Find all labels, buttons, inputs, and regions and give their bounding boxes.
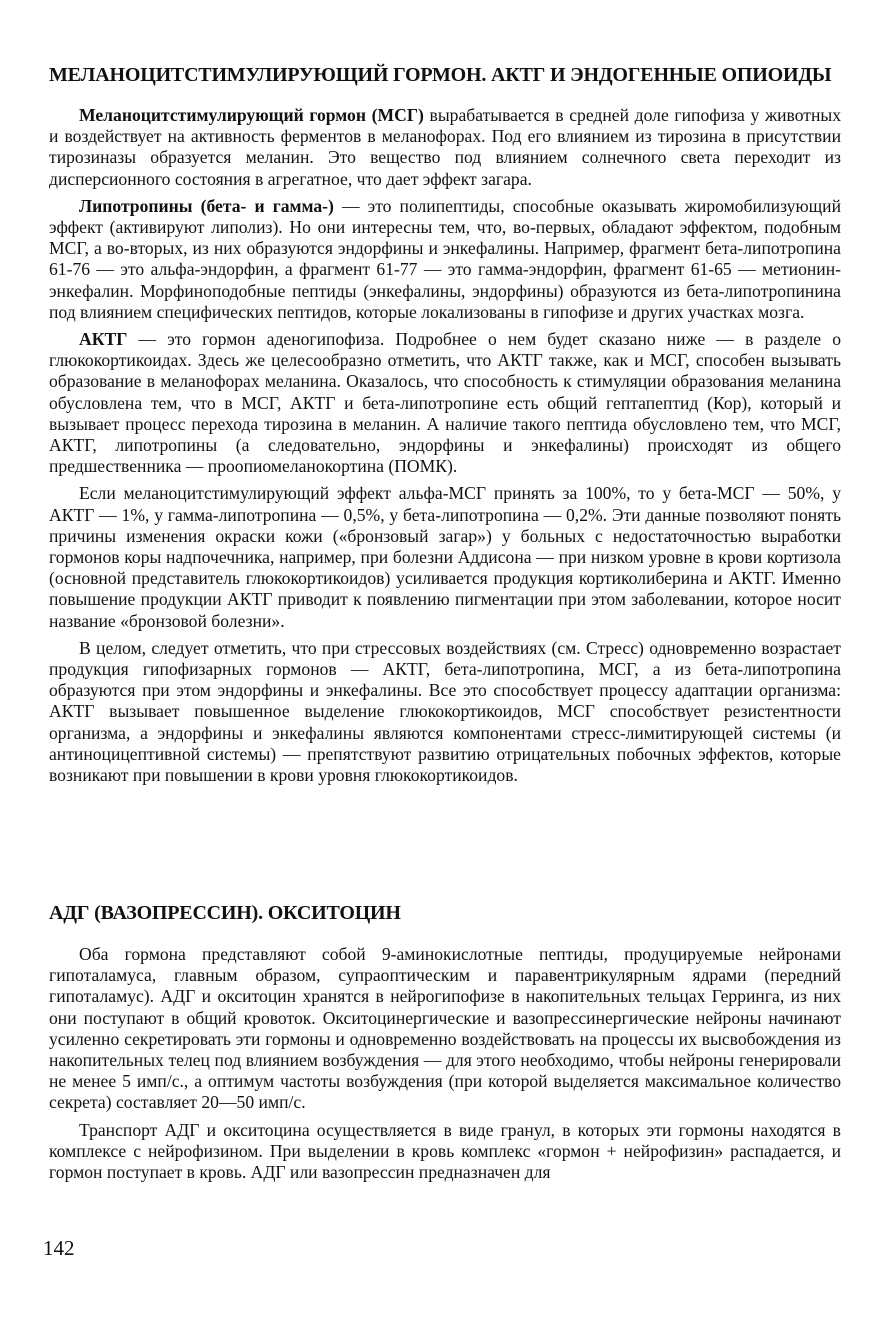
paragraph bbox=[49, 944, 841, 1114]
paragraph bbox=[49, 638, 841, 786]
paragraph-lead: Меланоцитстимулирующий гормон (МСГ) bbox=[79, 105, 424, 125]
paragraph-lead: Липотропины (бета- и гамма-) bbox=[79, 195, 334, 216]
section-heading-adh: АДГ (ВАЗОПРЕССИН). ОКСИТОЦИН bbox=[49, 902, 401, 924]
paragraph-lead: АКТГ bbox=[79, 329, 128, 350]
section-heading-msh: МЕЛАНОЦИТСТИМУЛИРУЮЩИЙ ГОРМОН. АКТГ И ЭНДОГЕННЫЕ ОПИОИДЫ bbox=[49, 64, 832, 86]
section-body-msh bbox=[49, 105, 841, 792]
paragraph-text: — это гормон аденогипофиза. Подробнее о нем будет сказано ниже — в разделе о глюкокортикоидах. Здесь же целесообразно отметить, что АКТГ также, как и МСГ, способен вызывать образование в меланофорах меланина. Оказалось, что способность к стимуляции образования меланина обусловлена тем, что в МСГ, АКТГ и бета-липотропине есть общий гептапептид (Кор), который и вызывает процесс перехода тирозина в меланин. А наличие такого пептида обусловлено тем, что МСГ, АКТГ, липотропины (а следовательно, эндорфины и энкефалины) происходят из общего предшественника — проопиомеланокортина (ПОМК). bbox=[49, 329, 841, 477]
paragraph-text: Транспорт АДГ и окситоцина осуществляется в виде гранул, в которых эти гормоны находятся в комплексе с нейрофизином. При выделении в кровь комплекс «гормон + нейрофизин» распадается, и гормон поступает в кровь. АДГ или вазопрессин предназначен для bbox=[49, 1119, 841, 1183]
page-number: 142 bbox=[43, 1236, 75, 1260]
paragraph-text: В целом, следует отметить, что при стрессовых воздействиях (см. Стресс) одновременно возрастает продукция гипофизарных гормонов — АКТГ, бета-липотропина, МСГ, а из бета-липотропина образуются при этом эндорфины и энкефалины. Все это способствует процессу адаптации организма: АКТГ вызывает повышенное выделение глюкокортикоидов, МСГ способствует резистентности организма, а эндорфины и энкефалины являются компонентами стресс-лимитирующей системы (и антиноцицептивной системы) — препятствуют развитию отрицательных побочных эффектов, которые возникают при повышении в крови уровня глюкокортикоидов. bbox=[49, 637, 841, 786]
paragraph-text: вырабатывается в средней доле гипофиза у животных и воздействует на активность ферментов в меланофорах. Под его влиянием из тирозина в присутствии тирозиназы образуется меланин. Это вещество под влиянием солнечного света переходит из дисперсионного состояния в агрегатное, что дает эффект загара. bbox=[49, 105, 841, 189]
paragraph bbox=[49, 329, 841, 477]
paragraph bbox=[49, 483, 841, 631]
paragraph bbox=[49, 105, 841, 190]
section-body-adh bbox=[49, 944, 841, 1189]
paragraph-text: — это полипептиды, способные оказывать жиромобилизующий эффект (активируют липолиз). Но они интересны тем, что, во-первых, обладают эффектом, подобным МСГ, а во-вторых, из них образуются эндорфины и энкефалины. Например, фрагмент бета-липотропина 61-76 — это альфа-эндорфин, а фрагмент 61-77 — это гамма-эндорфин, фрагмент 61-65 — метионин-энкефалин. Морфиноподобные пептиды (энкефалины, эндорфины) образуются из бета-липотропинина под влиянием специфических пептидов, которые локализованы в гипофизе и других участках мозга. bbox=[49, 195, 841, 322]
paragraph-text: Оба гормона представляют собой 9-аминокислотные пептиды, продуцируемые нейронами гипоталамуса, главным образом, супраоптическим и паравентрикулярным ядрами (передний гипоталамус). АДГ и окситоцин хранятся в нейрогипофизе в накопительных тельцах Герринга, из них они поступают в общий кровоток. Окситоцинергические и вазопрессинергические нейроны начинают усиленно секретировать эти гормоны и одновременно воздействовать на процессы их высвобождения из накопительных телец под влиянием возбуждения — для этого необходимо, чтобы нейроны генерировали не менее 5 имп/с., а оптимум частоты возбуждения (при которой выделяется максимальное количество секрета) составляет 20—50 имп/с. bbox=[49, 944, 841, 1113]
paragraph bbox=[49, 1120, 841, 1184]
paragraph bbox=[49, 196, 841, 323]
paragraph-text: Если меланоцитстимулирующий эффект альфа-МСГ принять за 100%, то у бета-МСГ — 50%, у АКТГ — 1%, у гамма-липотропина — 0,5%, у бета-липотропина — 0,2%. Эти данные позволяют понять причины изменения окраски кожи («бронзовый загар») у больных с недостаточностью выработки гормонов коры надпочечника, например, при болезни Аддисона — при низком уровне в крови кортизола (основной представитель глюкокортикоидов) усиливается продукция кортиколиберина и АКТГ. Именно повышение продукции АКТГ приводит к появлению пигментации при этом заболевании, которое носит название «бронзовой болезни». bbox=[49, 483, 841, 631]
